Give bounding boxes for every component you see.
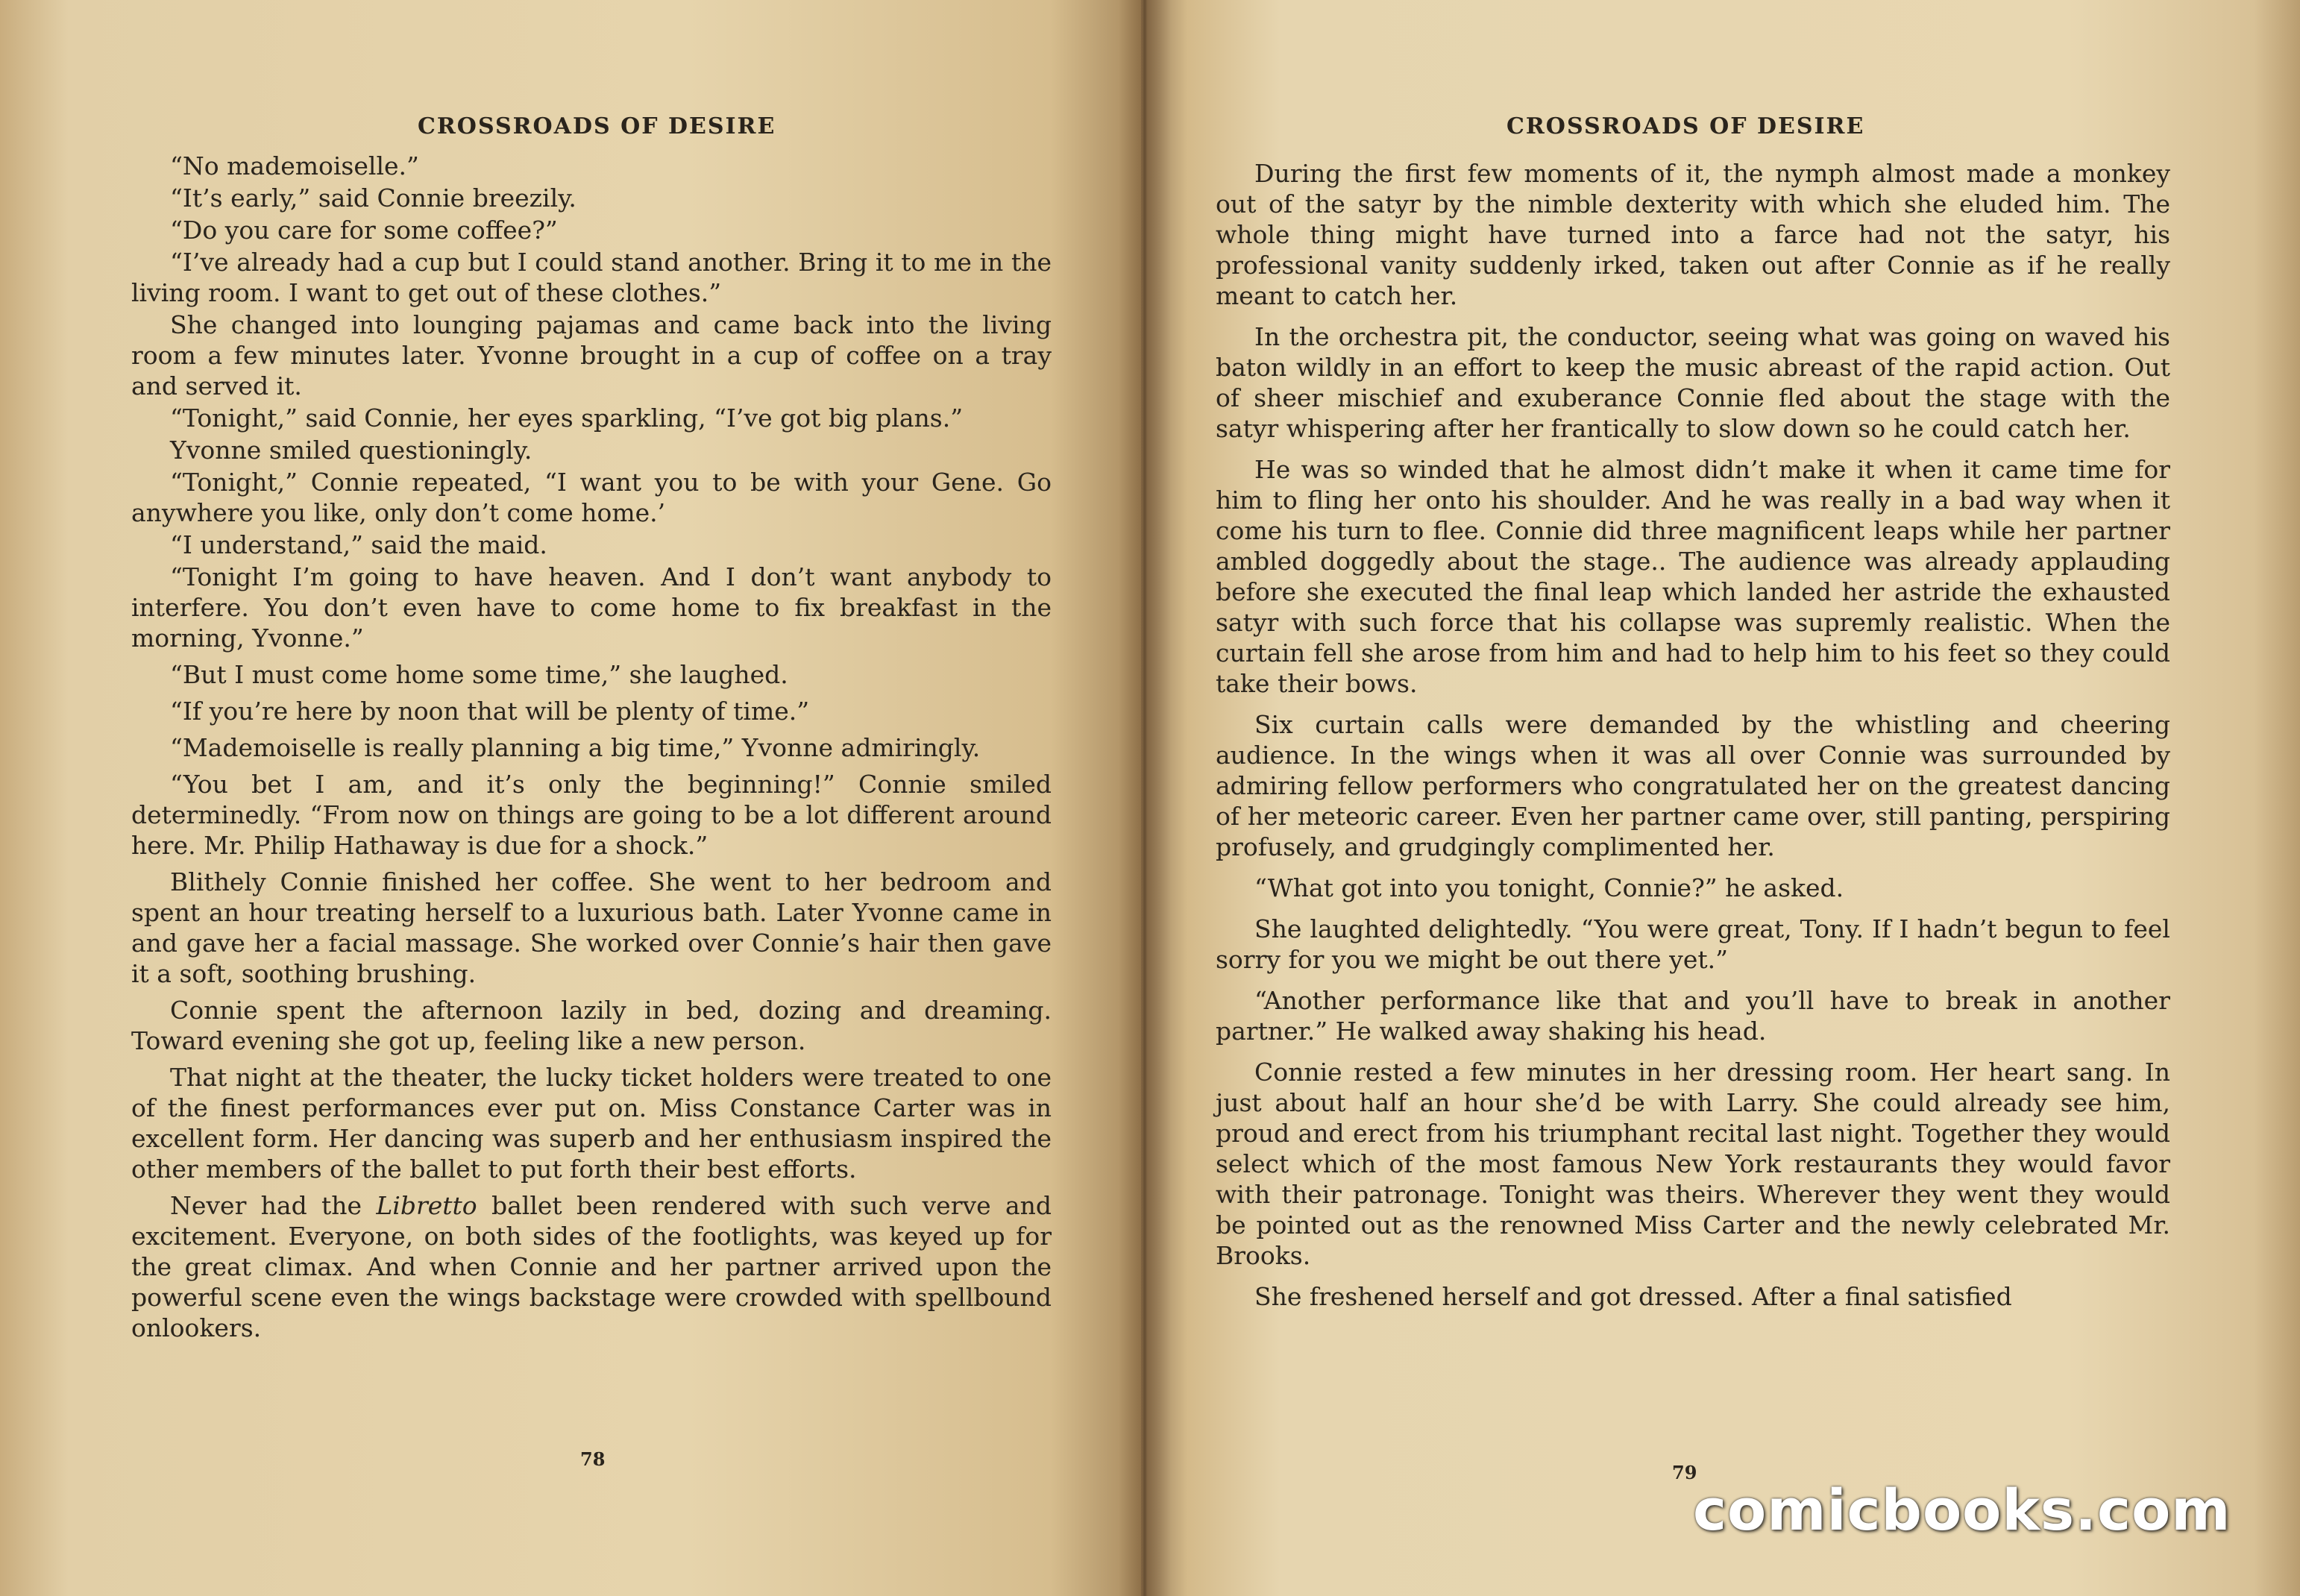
paragraph: “No mademoiselle.” — [170, 151, 419, 180]
paragraph: “Tonight,” said Connie, her eyes sparkling, “I’ve got big plans.” — [170, 403, 964, 433]
paragraph: “If you’re here by noon that will be plenty of time.” — [170, 697, 810, 726]
left-page-text — [131, 151, 1052, 1345]
paragraph-text: Never had the — [170, 1191, 377, 1220]
paragraph: “Tonight I’m going to have heaven. And I don’t want anybody to interfere. You don’t even have to come home to fix breakfast in the morning, Yvonne.” — [131, 562, 1052, 653]
paragraph: She freshened herself and got dressed. After a final satisfied — [1254, 1282, 2012, 1311]
paragraph: She laughted delightedly. “You were great, Tony. If I hadn’t begun to feel sorry for you we might be out there yet.” — [1216, 914, 2170, 974]
paragraph: “Do you care for some coffee?” — [170, 216, 558, 245]
running-head-right: CROSSROADS OF DESIRE — [1506, 113, 1865, 139]
book-gutter — [1119, 0, 1171, 1596]
paragraph: Connie spent the afternoon lazily in bed, dozing and dreaming. Toward evening she got up, feeling like a new person. — [131, 996, 1052, 1055]
right-page — [1141, 0, 2300, 1596]
paragraph: “I’ve already had a cup but I could stand another. Bring it to me in the living room. I want to get out of these clothes.” — [131, 248, 1052, 307]
paragraph: Yvonne smiled questioningly. — [170, 436, 532, 465]
paragraph: He was so winded that he almost didn’t make it when it came time for him to fling her onto his shoulder. And he was really in a bad way when it come his turn to flee. Connie did three magnificent leaps while her partner ambled doggedly about the stage.. The audience was already applauding before she executed the final leap which landed her astride the exhausted satyr with such force that his collapse was supremly realistic. When the curtain fell she arose from him and had to help him to his feet so they could take their bows. — [1216, 455, 2170, 698]
paragraph: “I understand,” said the maid. — [170, 530, 547, 559]
paragraph: “What got into you tonight, Connie?” he asked. — [1254, 873, 1844, 902]
paragraph: In the orchestra pit, the conductor, seeing what was going on waved his baton wildly in an effort to keep the music abreast of the rapid action. Out of sheer mischief and exuberance Connie fled about the stage with the satyr whispering after her frantically to slow down so he could catch her. — [1216, 322, 2170, 443]
paragraph: That night at the theater, the lucky ticket holders were treated to one of the finest performances ever put on. Miss Constance Carter was in excellent form. Her dancing was superb and her enthusiasm inspired the other members of the ballet to put forth their best efforts. — [131, 1063, 1052, 1184]
paragraph: During the first few moments of it, the nymph almost made a monkey out of the satyr by the nimble dexterity with which she eluded him. The whole thing might have turned into a farce had not the satyr, his professional vanity suddenly irked, taken out after Connie as if he really meant to catch her. — [1216, 159, 2170, 310]
paragraph-text: ballet been rendered with such verve and excitement. Everyone, on both sides of the footlights, was keyed up for the great climax. And when Connie and her partner arrived upon the powerful scene even the wings backstage were crowded with spellbound onlookers. — [131, 1191, 1052, 1342]
right-page-text — [1216, 158, 2170, 1322]
page-number-right: 79 — [1672, 1462, 1697, 1483]
paragraph: Six curtain calls were demanded by the whistling and cheering audience. In the wings when it was all over Connie was surrounded by admiring fellow performers who congratulated her on the greatest dancing of her meteoric career. Even her partner came over, still panting, perspiring profusely, and grudgingly complimented her. — [1216, 710, 2170, 861]
page-number-left: 78 — [580, 1448, 606, 1470]
paragraph: “Tonight,” Connie repeated, “I want you to be with your Gene. Go anywhere you like, only don’t come home.’ — [131, 468, 1052, 527]
paragraph: She changed into lounging pajamas and came back into the living room a few minutes later. Yvonne brought in a cup of coffee on a tray and served it. — [131, 310, 1052, 400]
paragraph: “But I must come home some time,” she laughed. — [170, 660, 788, 689]
paragraph: Connie rested a few minutes in her dressing room. Her heart sang. In just about half an hour she’d be with Larry. She could already see him, proud and erect from his triumphant recital last night. Together they would select which of the most famous New York restaurants they would favor with their patronage. Tonight was theirs. Wherever they went they would be pointed out as the renowned Miss Carter and the newly celebrated Mr. Brooks. — [1216, 1058, 2170, 1270]
paragraph: “You bet I am, and it’s only the beginning!” Connie smiled determinedly. “From now on things are going to be a lot different around here. Mr. Philip Hathaway is due for a shock.” — [131, 770, 1052, 860]
paragraph-libretto — [131, 1190, 1052, 1343]
running-head-left: CROSSROADS OF DESIRE — [418, 113, 776, 139]
ballet-title: Libretto — [376, 1191, 477, 1220]
paragraph: “Mademoiselle is really planning a big time,” Yvonne admiringly. — [170, 733, 981, 762]
paragraph: “It’s early,” said Connie breezily. — [170, 183, 576, 213]
left-page — [0, 0, 1141, 1596]
paragraph: Blithely Connie finished her coffee. She went to her bedroom and spent an hour treating herself to a luxurious bath. Later Yvonne came in and gave her a facial massage. She worked over Connie’s hair then gave it a soft, soothing brushing. — [131, 867, 1052, 988]
watermark-logo: comicbooks.com — [1693, 1477, 2231, 1543]
paragraph: “Another performance like that and you’ll have to break in another partner.” He walked away shaking his head. — [1216, 986, 2170, 1046]
